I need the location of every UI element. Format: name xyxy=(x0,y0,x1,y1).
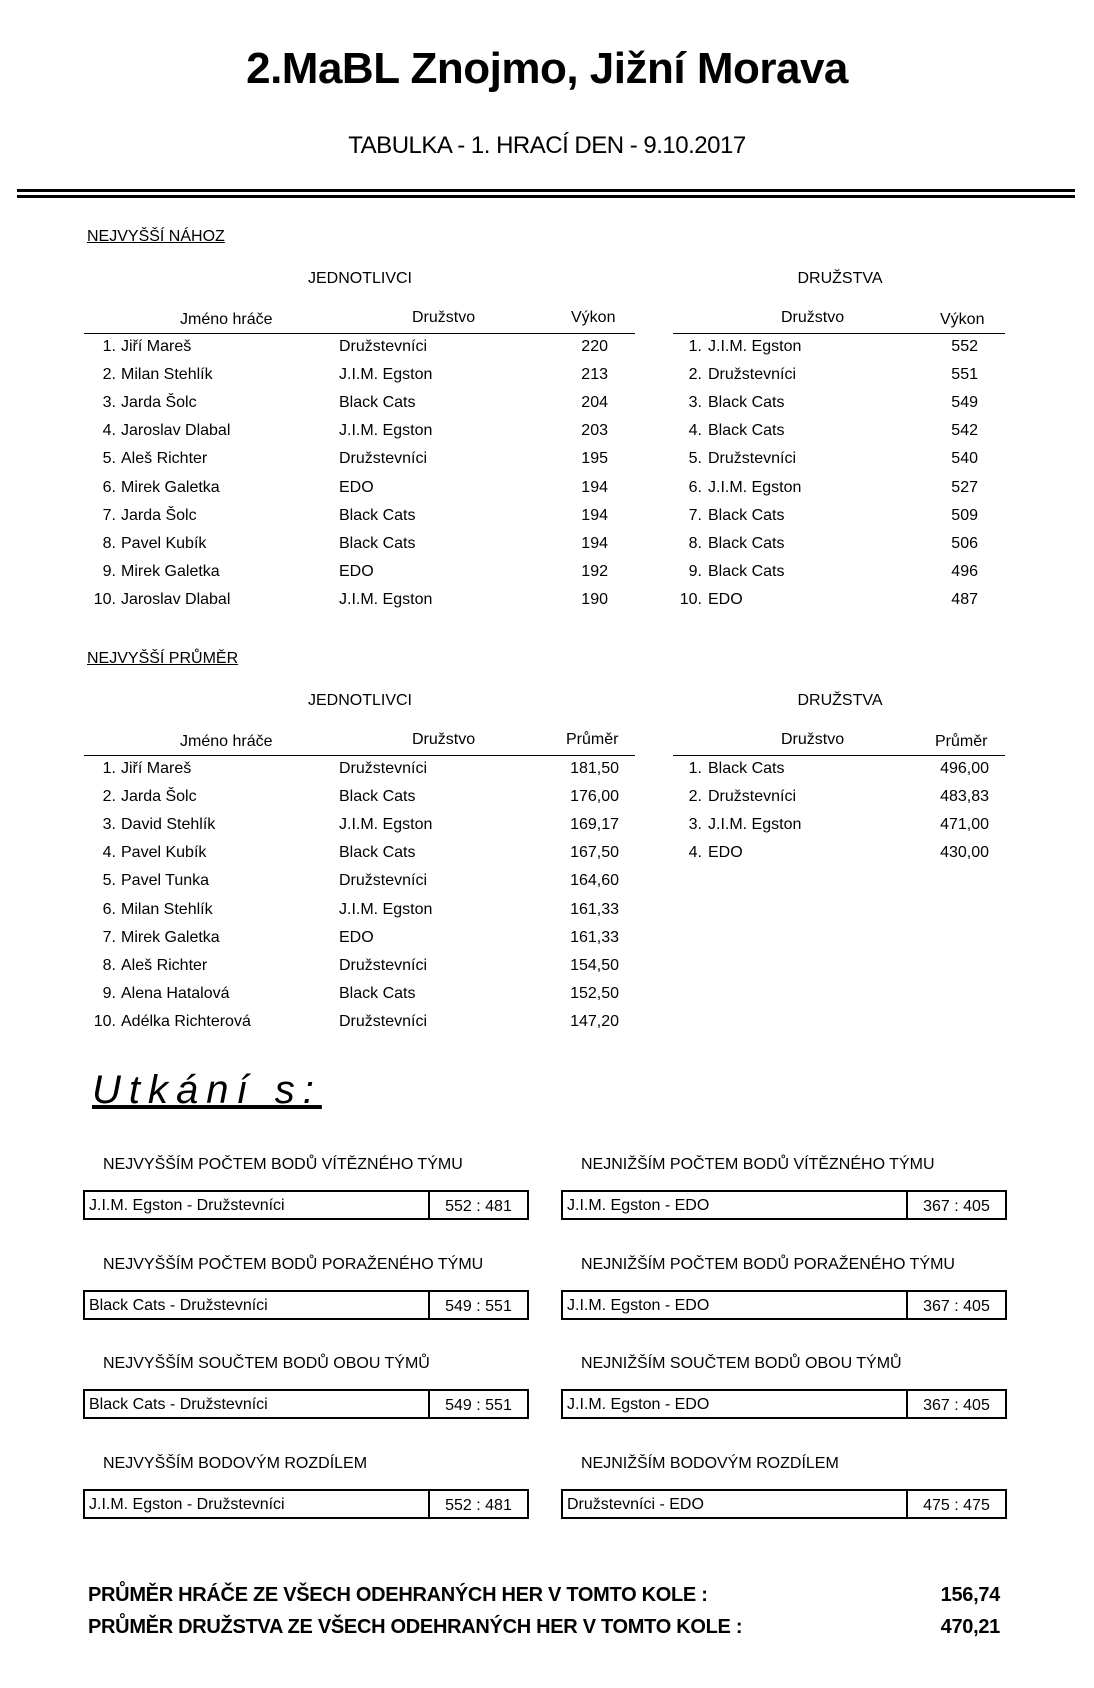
rank: 4. xyxy=(102,422,116,440)
team-name: J.I.M. Egston xyxy=(339,816,433,834)
group-title-teams: DRUŽSTVA xyxy=(797,692,883,709)
rank: 2. xyxy=(102,788,116,806)
team-name: Black Cats xyxy=(708,562,785,580)
match-result-box xyxy=(83,1190,529,1220)
value: 167,50 xyxy=(570,844,619,862)
team-name: J.I.M. Egston xyxy=(339,366,433,384)
summary-player-value: 156,74 xyxy=(940,1584,1000,1606)
team-name: J.I.M. Egston xyxy=(339,422,433,440)
value: 509 xyxy=(951,506,978,524)
match-score: 552 : 481 xyxy=(428,1192,527,1218)
player-name: Jaroslav Dlabal xyxy=(121,422,231,440)
player-name: Mirek Galetka xyxy=(121,562,220,580)
match-teams: Black Cats - Družstevníci xyxy=(89,1297,268,1314)
table-row xyxy=(0,811,1094,839)
value: 483,83 xyxy=(940,788,989,806)
team-name: Black Cats xyxy=(339,844,416,862)
match-category-label: NEJNIŽŠÍM POČTEM BODŮ VÍTĚZNÉHO TÝMU xyxy=(581,1156,935,1173)
team-name: Black Cats xyxy=(339,984,416,1002)
rank: 9. xyxy=(688,562,702,580)
value: 194 xyxy=(581,478,608,496)
rank: 5. xyxy=(102,872,116,890)
table-row xyxy=(0,474,1094,502)
value: 192 xyxy=(581,562,608,580)
team-name: Black Cats xyxy=(708,506,785,524)
value: 152,50 xyxy=(570,984,619,1002)
value: 161,33 xyxy=(570,928,619,946)
summary-team-value: 470,21 xyxy=(940,1616,1000,1638)
table-row xyxy=(0,755,1094,783)
team-name: Black Cats xyxy=(339,788,416,806)
team-name: Black Cats xyxy=(708,534,785,552)
value: 471,00 xyxy=(940,816,989,834)
value: 147,20 xyxy=(570,1012,619,1030)
team-name: J.I.M. Egston xyxy=(708,478,802,496)
team-name: Družstevníci xyxy=(339,760,428,777)
section-title-nahoz: NEJVYŠŠÍ NÁHOZ xyxy=(87,228,225,245)
player-name: Milan Stehlík xyxy=(121,366,213,384)
rank: 7. xyxy=(102,506,116,524)
table-row xyxy=(0,586,1094,614)
value: 551 xyxy=(951,366,978,384)
header-rule-top xyxy=(17,189,1075,192)
match-score: 552 : 481 xyxy=(428,1491,527,1517)
match-category-label: NEJNIŽŠÍM SOUČTEM BODŮ OBOU TÝMŮ xyxy=(581,1355,902,1372)
value: 204 xyxy=(581,394,608,412)
value: 195 xyxy=(581,450,608,468)
value: 213 xyxy=(581,366,608,384)
match-category-label: NEJVYŠŠÍM SOUČTEM BODŮ OBOU TÝMŮ xyxy=(103,1355,430,1372)
rank: 2. xyxy=(688,366,702,384)
player-name: Jiří Mareš xyxy=(121,338,192,355)
value: 542 xyxy=(951,422,978,440)
rank: 4. xyxy=(688,844,702,862)
section-title-prumer: NEJVYŠŠÍ PRŮMĚR xyxy=(87,650,239,667)
rank: 5. xyxy=(688,450,702,468)
player-name: Mirek Galetka xyxy=(121,478,220,496)
player-name: Pavel Kubík xyxy=(121,844,207,862)
value: 540 xyxy=(951,450,978,468)
table-row xyxy=(0,361,1094,389)
team-name: Družstevníci xyxy=(339,872,428,890)
column-header-team: Družstvo xyxy=(412,309,476,326)
match-result-box xyxy=(561,1290,1007,1320)
value: 506 xyxy=(951,534,978,552)
match-category-label: NEJVYŠŠÍM POČTEM BODŮ PORAŽENÉHO TÝMU xyxy=(103,1256,484,1273)
team-name: Družstevníci xyxy=(339,1012,428,1030)
matches-title: Utkání s: xyxy=(92,1068,322,1112)
match-teams: J.I.M. Egston - Družstevníci xyxy=(89,1197,285,1214)
column-header-value: Výkon xyxy=(940,311,985,328)
rank: 3. xyxy=(688,816,702,834)
column-header-name: Jméno hráče xyxy=(180,733,273,750)
rank: 6. xyxy=(102,900,116,918)
column-header-team: Družstvo xyxy=(412,731,476,748)
player-name: Aleš Richter xyxy=(121,450,208,468)
value: 181,50 xyxy=(570,760,619,777)
rank: 3. xyxy=(688,394,702,412)
team-name: EDO xyxy=(708,844,743,862)
table-row xyxy=(0,980,1094,1008)
value: 549 xyxy=(951,394,978,412)
match-result-box xyxy=(83,1489,529,1519)
team-name: J.I.M. Egston xyxy=(339,900,433,918)
match-score: 367 : 405 xyxy=(906,1391,1005,1417)
rank: 10. xyxy=(93,590,116,608)
table-row xyxy=(0,417,1094,445)
match-score: 475 : 475 xyxy=(906,1491,1005,1517)
table-row xyxy=(0,867,1094,895)
player-name: Jarda Šolc xyxy=(121,394,197,412)
team-name: EDO xyxy=(339,562,374,580)
page-title: 2.MaBL Znojmo, Jižní Morava xyxy=(246,44,848,93)
match-category-label: NEJNIŽŠÍM POČTEM BODŮ PORAŽENÉHO TÝMU xyxy=(581,1256,955,1273)
match-score: 367 : 405 xyxy=(906,1292,1005,1318)
match-score: 367 : 405 xyxy=(906,1192,1005,1218)
team-name: Družstevníci xyxy=(708,366,797,384)
table-row xyxy=(0,445,1094,473)
value: 169,17 xyxy=(570,816,619,834)
team-name: Družstevníci xyxy=(339,338,428,355)
team-name: Black Cats xyxy=(708,760,785,777)
table-row xyxy=(0,896,1094,924)
player-name: Pavel Kubík xyxy=(121,534,207,552)
value: 190 xyxy=(581,590,608,608)
player-name: Jaroslav Dlabal xyxy=(121,590,231,608)
match-result-box xyxy=(561,1190,1007,1220)
group-title-individuals: JEDNOTLIVCI xyxy=(307,692,412,709)
value: 161,33 xyxy=(570,900,619,918)
player-name: Adélka Richterová xyxy=(121,1012,251,1030)
player-name: Aleš Richter xyxy=(121,956,208,974)
table-row xyxy=(0,502,1094,530)
match-result-box xyxy=(561,1389,1007,1419)
player-name: Milan Stehlík xyxy=(121,900,213,918)
value: 430,00 xyxy=(940,844,989,862)
table-row xyxy=(0,389,1094,417)
table-row xyxy=(0,783,1094,811)
team-name: EDO xyxy=(708,590,743,608)
rank: 1. xyxy=(102,338,116,355)
match-category-label: NEJVYŠŠÍM BODOVÝM ROZDÍLEM xyxy=(103,1455,368,1472)
team-name: Black Cats xyxy=(339,394,416,412)
match-result-box xyxy=(561,1489,1007,1519)
table-row xyxy=(0,333,1094,361)
player-name: Jiří Mareš xyxy=(121,760,192,777)
column-header-value: Průměr xyxy=(566,731,619,748)
rank: 7. xyxy=(102,928,116,946)
player-name: Jarda Šolc xyxy=(121,506,197,524)
match-result-box xyxy=(83,1290,529,1320)
column-header-name: Jméno hráče xyxy=(180,311,273,328)
team-name: Družstevníci xyxy=(339,450,428,468)
team-name: EDO xyxy=(339,928,374,946)
match-result-box xyxy=(83,1389,529,1419)
table-row xyxy=(0,952,1094,980)
table-row xyxy=(0,1008,1094,1036)
rank: 8. xyxy=(688,534,702,552)
team-name: Družstevníci xyxy=(708,788,797,806)
table-row xyxy=(0,839,1094,867)
team-name: Black Cats xyxy=(339,534,416,552)
player-name: Jarda Šolc xyxy=(121,788,197,806)
player-name: Pavel Tunka xyxy=(121,872,210,890)
rank: 6. xyxy=(102,478,116,496)
table-row xyxy=(0,530,1094,558)
team-name: Družstevníci xyxy=(708,450,797,468)
value: 194 xyxy=(581,506,608,524)
value: 194 xyxy=(581,534,608,552)
rank: 4. xyxy=(688,422,702,440)
value: 154,50 xyxy=(570,956,619,974)
rank: 1. xyxy=(688,338,702,355)
rank: 8. xyxy=(102,956,116,974)
value: 496 xyxy=(951,562,978,580)
rank: 9. xyxy=(102,984,116,1002)
rank: 2. xyxy=(688,788,702,806)
value: 203 xyxy=(581,422,608,440)
match-score: 549 : 551 xyxy=(428,1391,527,1417)
rank: 3. xyxy=(102,394,116,412)
header-rule-bottom xyxy=(17,195,1075,198)
summary-player-label: PRŮMĚR HRÁČE ZE VŠECH ODEHRANÝCH HER V TOMTO KOLE : xyxy=(88,1584,708,1606)
match-category-label: NEJVYŠŠÍM POČTEM BODŮ VÍTĚZNÉHO TÝMU xyxy=(103,1156,463,1173)
column-header-team: Družstvo xyxy=(781,731,845,748)
match-score: 549 : 551 xyxy=(428,1292,527,1318)
team-name: Black Cats xyxy=(339,506,416,524)
team-name: Družstevníci xyxy=(339,956,428,974)
table-row xyxy=(0,924,1094,952)
value: 527 xyxy=(951,478,978,496)
summary-team-label: PRŮMĚR DRUŽSTVA ZE VŠECH ODEHRANÝCH HER V TOMTO KOLE : xyxy=(88,1616,743,1638)
player-name: Alena Hatalová xyxy=(121,984,230,1002)
group-title-teams: DRUŽSTVA xyxy=(797,270,883,287)
value: 220 xyxy=(581,338,608,355)
team-name: J.I.M. Egston xyxy=(339,590,433,608)
rank: 5. xyxy=(102,450,116,468)
rank: 10. xyxy=(93,1012,116,1030)
team-name: J.I.M. Egston xyxy=(708,816,802,834)
player-name: David Stehlík xyxy=(121,816,216,834)
match-teams: Black Cats - Družstevníci xyxy=(89,1396,268,1413)
match-teams: J.I.M. Egston - EDO xyxy=(567,1197,710,1214)
value: 164,60 xyxy=(570,872,619,890)
value: 552 xyxy=(951,338,978,355)
rank: 10. xyxy=(679,590,702,608)
team-name: EDO xyxy=(339,478,374,496)
rank: 2. xyxy=(102,366,116,384)
column-header-value: Výkon xyxy=(571,309,616,326)
rank: 4. xyxy=(102,844,116,862)
team-name: Black Cats xyxy=(708,422,785,440)
rank: 7. xyxy=(688,506,702,524)
match-category-label: NEJNIŽŠÍM BODOVÝM ROZDÍLEM xyxy=(581,1455,839,1472)
column-header-value: Průměr xyxy=(935,733,988,750)
player-name: Mirek Galetka xyxy=(121,928,220,946)
value: 487 xyxy=(951,590,978,608)
table-row xyxy=(0,558,1094,586)
column-header-team: Družstvo xyxy=(781,309,845,326)
team-name: Black Cats xyxy=(708,394,785,412)
match-teams: J.I.M. Egston - EDO xyxy=(567,1297,710,1314)
rank: 6. xyxy=(688,478,702,496)
rank: 3. xyxy=(102,816,116,834)
match-teams: Družstevníci - EDO xyxy=(567,1496,704,1513)
rank: 9. xyxy=(102,562,116,580)
value: 176,00 xyxy=(570,788,619,806)
rank: 8. xyxy=(102,534,116,552)
value: 496,00 xyxy=(940,760,989,777)
group-title-individuals: JEDNOTLIVCI xyxy=(307,270,412,287)
rank: 1. xyxy=(102,760,116,777)
team-name: J.I.M. Egston xyxy=(708,338,802,355)
match-teams: J.I.M. Egston - EDO xyxy=(567,1396,710,1413)
rank: 1. xyxy=(688,760,702,777)
match-teams: J.I.M. Egston - Družstevníci xyxy=(89,1496,285,1513)
page-subtitle: TABULKA - 1. HRACÍ DEN - 9.10.2017 xyxy=(348,132,746,159)
